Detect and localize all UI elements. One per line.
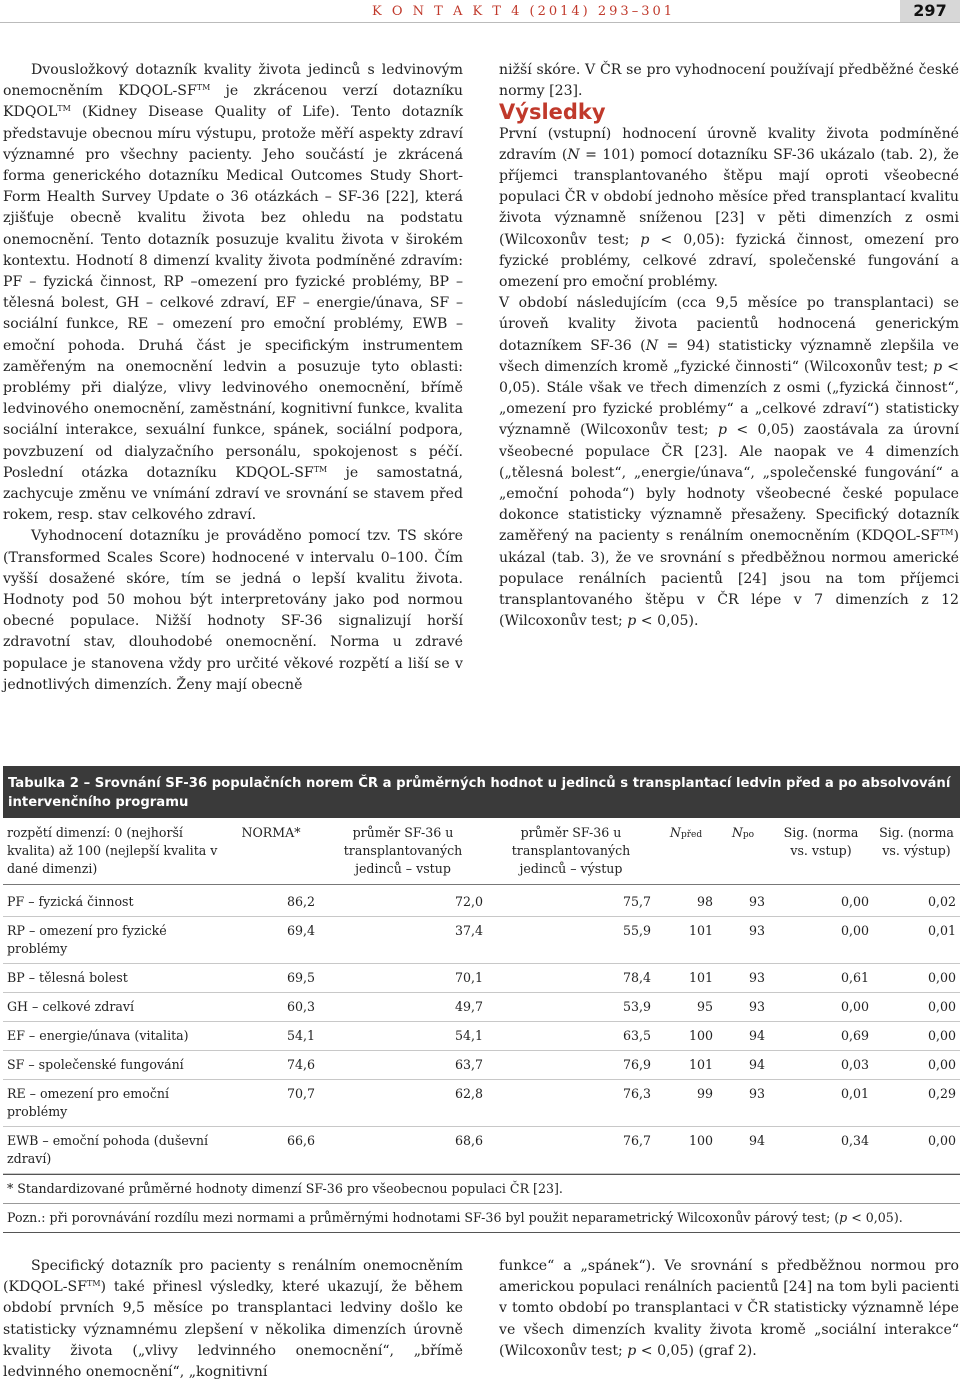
text-run: je zkrácenou verzí dotazníku KDQOL — [3, 83, 463, 121]
cell-n-pre: 100 — [655, 1127, 717, 1174]
page-number: 297 — [900, 0, 960, 22]
data-table — [3, 818, 960, 1174]
cell-dimension: BP – tělesná bolest — [3, 964, 223, 993]
cell-n-pre: 101 — [655, 964, 717, 993]
header-rule — [0, 22, 960, 23]
cell-n-pre: 95 — [655, 993, 717, 1022]
table-header-row — [3, 818, 960, 885]
cell-sig-pre: 0,03 — [769, 1051, 873, 1080]
cell-n-po: 94 — [717, 1022, 769, 1051]
table-row — [3, 1080, 960, 1127]
cell-dimension: EF – energie/únava (vitalita) — [3, 1022, 223, 1051]
cell-post: 53,9 — [487, 993, 655, 1022]
paragraph-bottom-left — [3, 1256, 463, 1383]
cell-n-po: 93 — [717, 964, 769, 993]
table-2 — [3, 766, 960, 1233]
cell-sig-post: 0,00 — [873, 964, 960, 993]
paragraph-evaluation: Vyhodnocení dotazníku je prováděno pomocí tzv. TS skóre (Transformed Scales Score) hodnocené v intervalu 0–100. Čím vyšší dosažené skóre, tím se jedná o lepší kvalitu života. Hodnoty pod 50 mohou být interpretovány jako pod normou obecné populace. Nižší hodnoty SF-36 signalizují horší zdravotní stav, dlouhodobé onemocnění. Norma u zdravé populace je stanovena vždy pro určité věkové rozpětí a liší se v jednotlivých dimenzích. Ženy mají obecně — [3, 528, 463, 693]
cell-sig-pre: 0,01 — [769, 1080, 873, 1127]
paragraph-bottom-right — [499, 1256, 959, 1362]
cell-norma: 60,3 — [223, 993, 319, 1022]
table-note — [3, 1203, 960, 1233]
cell-norma: 74,6 — [223, 1051, 319, 1080]
col-header-sig-pre: Sig. (norma vs. vstup) — [769, 818, 873, 885]
col-header-n-pre — [655, 818, 717, 885]
cell-n-pre: 98 — [655, 885, 717, 917]
cell-sig-pre: 0,00 — [769, 993, 873, 1022]
table-row — [3, 917, 960, 964]
cell-dimension: RP – omezení pro fyzické problémy — [3, 917, 223, 964]
table-row — [3, 964, 960, 993]
n-subscript: před — [680, 830, 703, 840]
cell-dimension: RE – omezení pro emoční problémy — [3, 1080, 223, 1127]
text-run: < 0,05). Stále však ve třech dimenzích z osmi („fyzická činnost“, „omezení pro fyzické problémy“ a „celkové zdraví“) statisticky významně (Wilcoxonův test; — [499, 358, 959, 439]
n-letter: N — [731, 825, 743, 840]
text-run: Pozn.: při porovnávání rozdílu mezi normami a průměrnými hodnotami SF-36 byl použit neparametrický Wilcoxonův párový test; ( — [7, 1210, 840, 1225]
cell-dimension: GH – celkové zdraví — [3, 993, 223, 1022]
text-run: < 0,05) (graf 2). — [636, 1342, 757, 1359]
cell-pre: 54,1 — [319, 1022, 487, 1051]
text-run: V období následujícím (cca 9,5 měsíce po transplantaci) se úroveň kvality života pacientů hodnocená generickým dotazníkem SF-36 ( — [499, 295, 959, 354]
cell-pre: 37,4 — [319, 917, 487, 964]
cell-sig-pre: 0,00 — [769, 885, 873, 917]
table-row — [3, 1051, 960, 1080]
superscript-tm: TM — [313, 464, 328, 474]
cell-pre: 68,6 — [319, 1127, 487, 1174]
bottom-left-column — [3, 1256, 463, 1383]
page-header — [0, 0, 960, 30]
col-header-post: průměr SF-36 u transplantovaných jedinců – výstup — [487, 818, 655, 885]
cell-sig-post: 0,02 — [873, 885, 960, 917]
cell-post: 55,9 — [487, 917, 655, 964]
text-run: Specifický dotazník pro pacienty s renálním onemocněním (KDQOL-SF — [3, 1258, 463, 1296]
text-run: < 0,05) zaostávala za úrovní všeobecné populace ČR [23]. Ale naopak ve 4 dimenzích („tělesná bolest“, „energie/únava“, „společenské fungování“ a „emoční pohoda“) byly hodnoty všeobecné české populace dokonce statisticky významně přesaženy. Specifický dotazník zaměřený na pacienty s renálním onemocněním (KDQOL-SF — [499, 422, 959, 545]
left-column — [3, 60, 463, 696]
superscript-tm: TM — [939, 528, 954, 538]
cell-pre: 70,1 — [319, 964, 487, 993]
cell-norma: 54,1 — [223, 1022, 319, 1051]
cell-norma: 70,7 — [223, 1080, 319, 1127]
table-row — [3, 1022, 960, 1051]
cell-n-po: 93 — [717, 993, 769, 1022]
table-row — [3, 885, 960, 917]
cell-n-pre: 101 — [655, 917, 717, 964]
italic-p: p — [717, 422, 728, 439]
italic-p: p — [640, 231, 650, 248]
italic-p: p — [839, 1210, 848, 1225]
cell-n-po: 93 — [717, 1080, 769, 1127]
cell-norma: 69,5 — [223, 964, 319, 993]
cell-n-pre: 101 — [655, 1051, 717, 1080]
section-heading-results: Výsledky — [499, 100, 606, 125]
text-run: Dvousložkový dotazník kvality života jedinců s ledvinovým onemocněním KDQOL-SF — [3, 62, 463, 100]
cell-post: 75,7 — [487, 885, 655, 917]
col-header-norma: NORMA* — [223, 818, 319, 885]
table-footnote: * Standardizované průměrné hodnoty dimenzí SF-36 pro všeobecnou populaci ČR [23]. — [3, 1174, 960, 1203]
cell-post: 76,7 — [487, 1127, 655, 1174]
right-column — [499, 60, 959, 632]
cell-post: 78,4 — [487, 964, 655, 993]
cell-sig-post: 0,00 — [873, 1022, 960, 1051]
text-run: ) ukázal (tab. 3), že ve srovnání s předběžnou normou americké populace renálních pacientů [24] jsou na tom příjemci transplantovaného štěpu v ČR lépe v 7 dimenzích z 12 (Wilcoxonův test; — [499, 528, 959, 630]
text-run: = 101) pomocí dotazníku SF-36 ukázalo (tab. 2), že příjemci transplantovaného štěpu mají oproti všeobecné populaci ČR v období jednoho měsíce před transplantací kvalitu života významně sníženou [23] v pěti dimenzích z osmi (Wilcoxonův test; — [499, 146, 959, 248]
col-header-sig-post: Sig. (norma vs. výstup) — [873, 818, 960, 885]
col-header-n-po — [717, 818, 769, 885]
cell-post: 76,3 — [487, 1080, 655, 1127]
cell-post: 76,9 — [487, 1051, 655, 1080]
text-run: je samostatná, zachycuje změnu ve vnímání zdraví ve srovnání se stavem před rokem, resp. stav celkového zdraví. — [3, 464, 463, 524]
cell-sig-post: 0,00 — [873, 1127, 960, 1174]
superscript-tm: TM — [87, 1279, 101, 1289]
cell-n-po: 93 — [717, 917, 769, 964]
paragraph-continuation: nižší skóre. V ČR se pro vyhodnocení používají předběžné české normy [23]. — [499, 62, 959, 100]
superscript-tm: TM — [57, 104, 71, 114]
cell-n-po: 93 — [717, 885, 769, 917]
cell-sig-post: 0,01 — [873, 917, 960, 964]
text-run: První (vstupní) hodnocení úrovně kvality života podmíněné zdravím ( — [499, 125, 959, 163]
table-body — [3, 885, 960, 1174]
cell-sig-pre: 0,69 — [769, 1022, 873, 1051]
table-caption: Tabulka 2 – Srovnání SF-36 populačních norem ČR a průměrných hodnot u jedinců s transplantací ledvin před a po absolvování intervenčního programu — [3, 766, 960, 818]
cell-norma: 66,6 — [223, 1127, 319, 1174]
table-row — [3, 1127, 960, 1174]
cell-sig-post: 0,29 — [873, 1080, 960, 1127]
n-subscript: po — [742, 830, 755, 840]
col-header-pre: průměr SF-36 u transplantovaných jedinců – vstup — [319, 818, 487, 885]
bottom-right-column — [499, 1256, 959, 1362]
text-run: < 0,05). — [636, 613, 699, 630]
col-header-dimension: rozpětí dimenzí: 0 (nejhorší kvalita) až 100 (nejlepší kvalita v dané dimenzi) — [3, 818, 223, 885]
cell-pre: 63,7 — [319, 1051, 487, 1080]
text-run: (Kidney Disease Quality of Life). Tento dotazník představuje obecnou míru výstupu, protože měří aspekty zdraví významné pro všechny pacienty. Jeho součástí je zkrácená forma generického dotazníku Medical Outcomes Study Short-Form Health Survey Update o 36 otázkách – SF-36 [22], která zjišťuje obecně kvalitu života bez ohledu na podstatu onemocnění. Tento dotazník posuzuje kvalitu života v širokém kontextu. Hodnotí 8 dimenzí kvality života podmíněné zdravím: PF – fyzická činnost, RP –omezení pro fyzické problémy, BP – tělesná bolest, GH – celkové zdraví, EF – energie/únava, SF – sociální funkce, RE – omezení pro emoční problémy, EWB – emoční pohoda. Druhá část je specifickým instrumentem zaměřeným na onemocnění ledvin a posuzuje tyto oblasti: problémy při dialýze, vlivy ledvinového onemocnění, břímě ledvinového onemocnění, zaměstnání, kognitivní funkce, kvalita sociální interakce, sexuální funkce, spánek, sociální podpora, povzbuzení od dialyzačního personálu, spokojenost s péčí. Poslední otázka dotazníku KDQOL-SF — [3, 104, 463, 481]
cell-sig-post: 0,00 — [873, 993, 960, 1022]
cell-sig-pre: 0,00 — [769, 917, 873, 964]
italic-n: N — [645, 337, 659, 354]
cell-sig-post: 0,00 — [873, 1051, 960, 1080]
cell-norma: 86,2 — [223, 885, 319, 917]
cell-dimension: SF – společenské fungování — [3, 1051, 223, 1080]
cell-pre: 49,7 — [319, 993, 487, 1022]
paragraph-results-2 — [499, 293, 959, 632]
cell-pre: 62,8 — [319, 1080, 487, 1127]
cell-sig-pre: 0,34 — [769, 1127, 873, 1174]
text-run: < 0,05): fyzická činnost, omezení pro fyzické problémy, celkové zdraví, společenské fungování a omezení pro emoční problémy. — [499, 231, 959, 291]
text-run: < 0,05). — [847, 1210, 903, 1225]
text-run: funkce“ a „spánek“). Ve srovnání s předběžnou normou pro americkou populaci renálních pacientů [24] na tom byli pacienti v tomto období po transplantaci v ČR statisticky významně lépe ve všech dimenzích kvality života kromě „sociální interakce“ (Wilcoxonův test; — [499, 1258, 959, 1359]
n-letter: N — [669, 825, 681, 840]
cell-n-po: 94 — [717, 1127, 769, 1174]
cell-n-pre: 99 — [655, 1080, 717, 1127]
cell-post: 63,5 — [487, 1022, 655, 1051]
paragraph-kdqol — [3, 60, 463, 526]
cell-norma: 69,4 — [223, 917, 319, 964]
italic-p: p — [933, 358, 943, 375]
cell-dimension: PF – fyzická činnost — [3, 885, 223, 917]
text-run: = 94) statisticky významně zlepšila ve všech dimenzích kromě „fyzické činnosti“ (Wilcoxonův test; — [499, 337, 959, 375]
cell-pre: 72,0 — [319, 885, 487, 917]
italic-p: p — [627, 1342, 637, 1359]
cell-sig-pre: 0,61 — [769, 964, 873, 993]
cell-n-po: 94 — [717, 1051, 769, 1080]
italic-p: p — [627, 613, 637, 630]
cell-n-pre: 100 — [655, 1022, 717, 1051]
paragraph-results-1 — [499, 124, 959, 294]
italic-n: N — [567, 146, 580, 163]
cell-dimension: EWB – emoční pohoda (duševní zdraví) — [3, 1127, 223, 1174]
running-head: K O N T A K T 4 (2014) 293–301 — [372, 4, 676, 19]
table-row — [3, 993, 960, 1022]
text-run: ) také přinesl výsledky, které ukazují, že během období prvních 9,5 měsíce po transplantaci ledviny došlo ke statisticky významnému zlepšení v několika dimenzích úrovně kvality života („vlivy ledvinného onemocnění“, „břímě ledvinného onemocnění“, „kognitivní — [3, 1279, 463, 1381]
superscript-tm: TM — [196, 83, 211, 93]
